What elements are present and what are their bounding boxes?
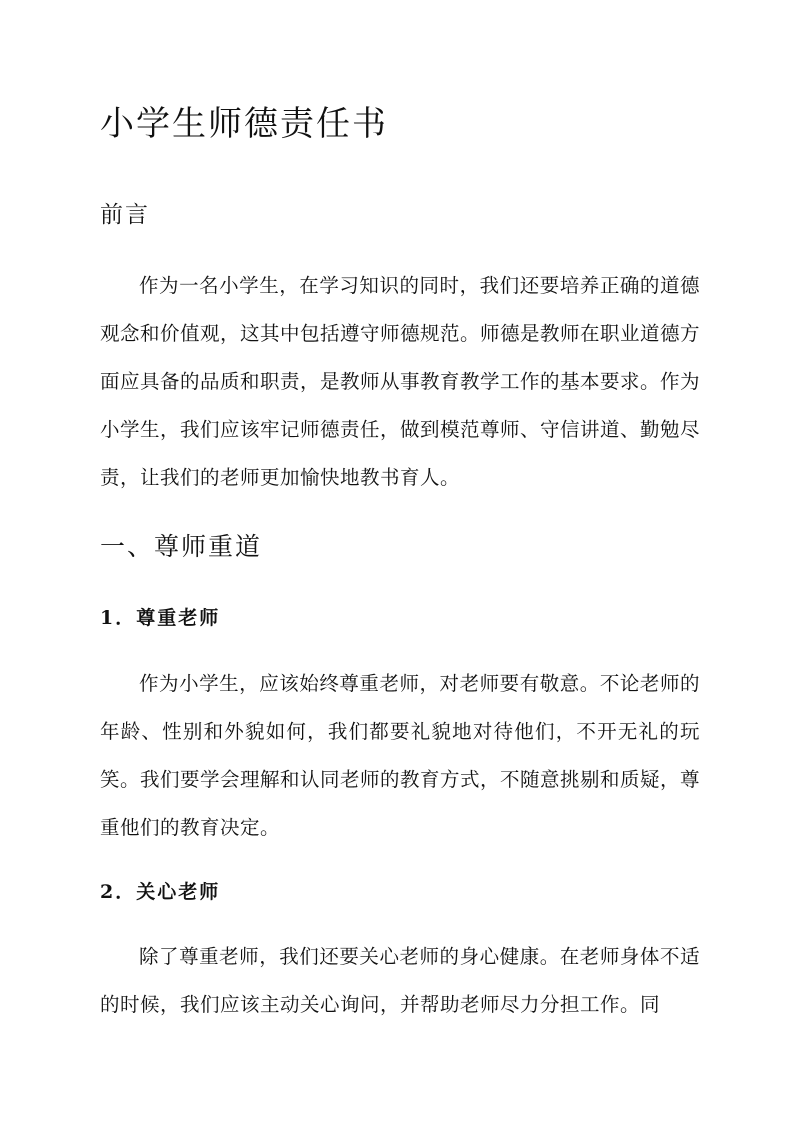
section-heading-respect-teachers: 一、尊师重道 xyxy=(100,532,263,561)
subheading-respect-teacher: 1．尊重老师 xyxy=(100,607,221,629)
subheading-care-teacher: 2．关心老师 xyxy=(100,881,221,903)
respect-teacher-paragraph: 作为小学生，应该始终尊重老师，对老师要有敬意。不论老师的年龄、性别和外貌如何，我们都要礼貌地对待他们，不开无礼的玩笑。我们要学会理解和认同老师的教育方式，不随意挑剔和质疑，尊重他们的教育决定。 xyxy=(100,672,701,839)
preface-paragraph: 作为一名小学生，在学习知识的同时，我们还要培养正确的道德观念和价值观，这其中包括遵守师德规范。师德是教师在职业道德方面应具备的品质和职责，是教师从事教育教学工作的基本要求。作为小学生，我们应该牢记师德责任，做到模范尊师、守信讲道、勤勉尽责，让我们的老师更加愉快地教书育人。 xyxy=(100,274,701,489)
preface-heading: 前言 xyxy=(100,202,150,228)
care-teacher-paragraph: 除了尊重老师，我们还要关心老师的身心健康。在老师身体不适的时候，我们应该主动关心询问，并帮助老师尽力分担工作。同 xyxy=(100,945,700,1016)
document-title: 小学生师德责任书 xyxy=(100,104,388,144)
